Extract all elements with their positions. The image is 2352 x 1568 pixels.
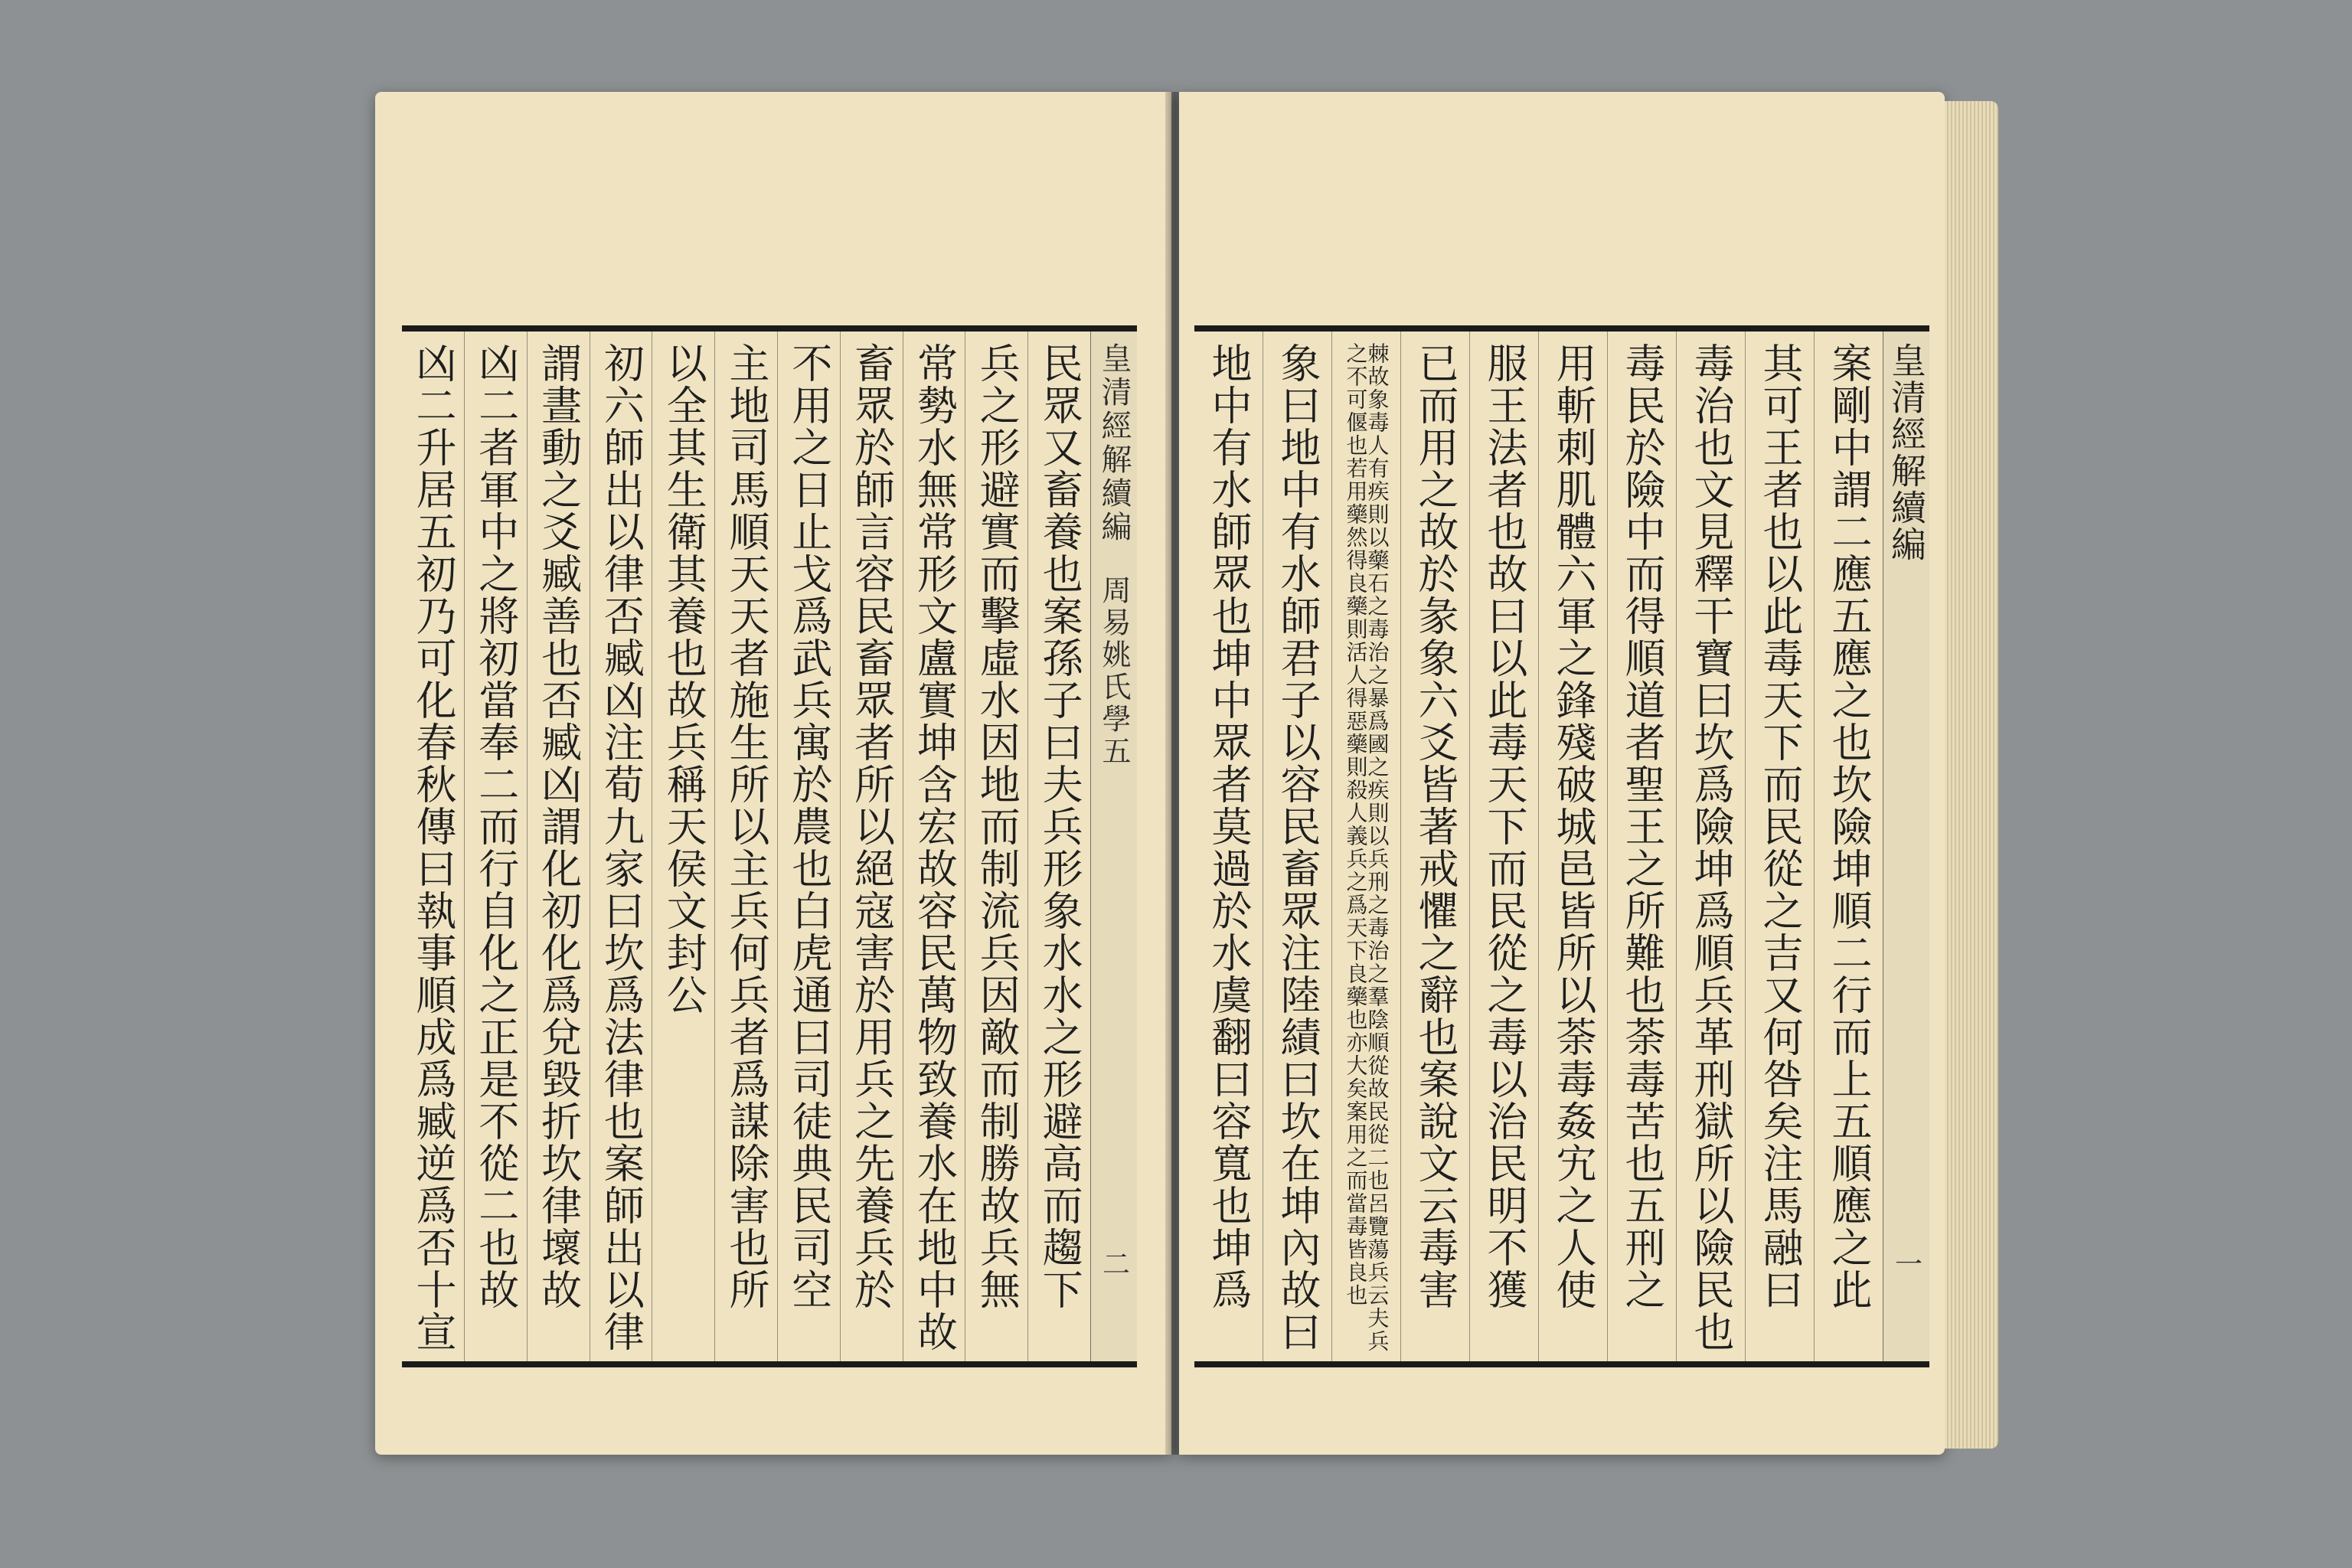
column-text: 凶二升居五初乃可化春秋傳曰執事順成爲臧逆爲否十宣 xyxy=(409,342,456,1353)
column-text: 象曰地中有水師君子以容民畜眾注陸績曰坎在坤內故曰 xyxy=(1274,342,1321,1353)
right-margin-column xyxy=(1883,332,1929,1361)
left-text-column xyxy=(590,332,652,1361)
column-text: 毒治也文見釋干寶曰坎爲險坤爲順兵革刑獄所以險民也 xyxy=(1687,342,1734,1353)
margin-title: 皇清經解續編 xyxy=(1096,342,1132,544)
right-text-column xyxy=(1400,332,1469,1361)
right-text-column xyxy=(1194,332,1263,1361)
left-columns xyxy=(402,332,1137,1361)
column-text: 常勢水無常形文盧實坤含宏故容民萬物致養水在地中故 xyxy=(910,342,958,1353)
margin-subtitle: 周易姚氏學五 xyxy=(1097,575,1131,768)
left-text-column xyxy=(965,332,1027,1361)
left-text-column xyxy=(464,332,527,1361)
left-text-column xyxy=(652,332,714,1361)
column-text: 用斬刺肌體六軍之鋒殘破城邑皆所以荼毒姦宄之人使 xyxy=(1550,342,1596,1311)
left-text-frame xyxy=(402,325,1137,1367)
right-text-column xyxy=(1676,332,1745,1361)
left-page-number: 二 xyxy=(1098,1250,1130,1277)
page-edges xyxy=(1945,101,1998,1449)
right-columns xyxy=(1194,332,1929,1361)
right-text-column xyxy=(1814,332,1883,1361)
column-text: 兵之形避實而擊虛水因地而制流兵因敵而制勝故兵無 xyxy=(973,342,1021,1311)
left-margin-column xyxy=(1090,332,1137,1361)
left-text-column xyxy=(402,332,464,1361)
left-page xyxy=(375,92,1171,1455)
column-text: 不用之日止戈爲武兵寓於農也白虎通曰司徒典民司空 xyxy=(785,342,832,1311)
right-text-column xyxy=(1469,332,1538,1361)
column-text: 棘故象毒人有疾則以藥石之毒治之暴爲國之疾則以兵刑之毒治之羣陰順從故民從二也呂覽蕩兵云夫兵之不可偃也若用藥然得良藥則活人得惡藥則殺人義兵之爲天下良藥也亦大矣案用之而當毒皆良也 xyxy=(1343,342,1390,1353)
right-text-column xyxy=(1331,332,1400,1361)
column-text: 初六師出以律否臧凶注荀九家曰坎爲法律也案師出以律 xyxy=(597,342,645,1353)
left-text-column xyxy=(1027,332,1090,1361)
right-text-column xyxy=(1745,332,1814,1361)
left-text-column xyxy=(714,332,777,1361)
column-text: 服王法者也故曰以此毒天下而民從之毒以治民明不獲 xyxy=(1481,342,1527,1311)
column-text: 毒民於險中而得順道者聖王之所難也荼毒苦也五刑之 xyxy=(1619,342,1665,1311)
column-text: 主地司馬順天天者施生所以主兵何兵者爲謀除害也所 xyxy=(723,342,770,1311)
column-text: 畜眾於師言容民畜眾者所以絕寇害於用兵之先養兵於 xyxy=(848,342,895,1311)
right-text-column xyxy=(1263,332,1331,1361)
right-text-column xyxy=(1538,332,1607,1361)
right-page-number: 一 xyxy=(1890,1250,1922,1277)
column-text: 案剛中謂二應五應之也坎險坤順二行而上五順應之此 xyxy=(1825,342,1872,1311)
left-text-column xyxy=(840,332,903,1361)
column-text: 民眾又畜養也案孫子曰夫兵形象水水之形避高而趨下 xyxy=(1036,342,1083,1311)
open-book xyxy=(375,92,2014,1470)
column-text: 已而用之故於彖象六爻皆著戒懼之辭也案說文云毒害 xyxy=(1412,342,1459,1311)
right-text-frame xyxy=(1194,325,1929,1367)
head-mark: 皇清經解續編 xyxy=(1886,342,1927,563)
column-text: 地中有水師眾也坤中眾者莫過於水虞翻曰容寬也坤爲 xyxy=(1205,342,1252,1311)
left-text-column xyxy=(903,332,965,1361)
right-text-column xyxy=(1607,332,1676,1361)
column-text: 凶二者軍中之將初當奉二而行自化之正是不從二也故 xyxy=(472,342,519,1311)
left-text-column xyxy=(527,332,590,1361)
column-text: 其可王者也以此毒天下而民從之吉又何咎矣注馬融曰 xyxy=(1756,342,1803,1311)
left-text-column xyxy=(777,332,840,1361)
right-page xyxy=(1179,92,1945,1455)
column-text: 謂晝動之爻臧善也否臧凶謂化初化爲兌毀折坎律壞故 xyxy=(534,342,582,1311)
column-text: 以全其生衛其養也故兵稱天侯文封公 xyxy=(660,342,707,1016)
